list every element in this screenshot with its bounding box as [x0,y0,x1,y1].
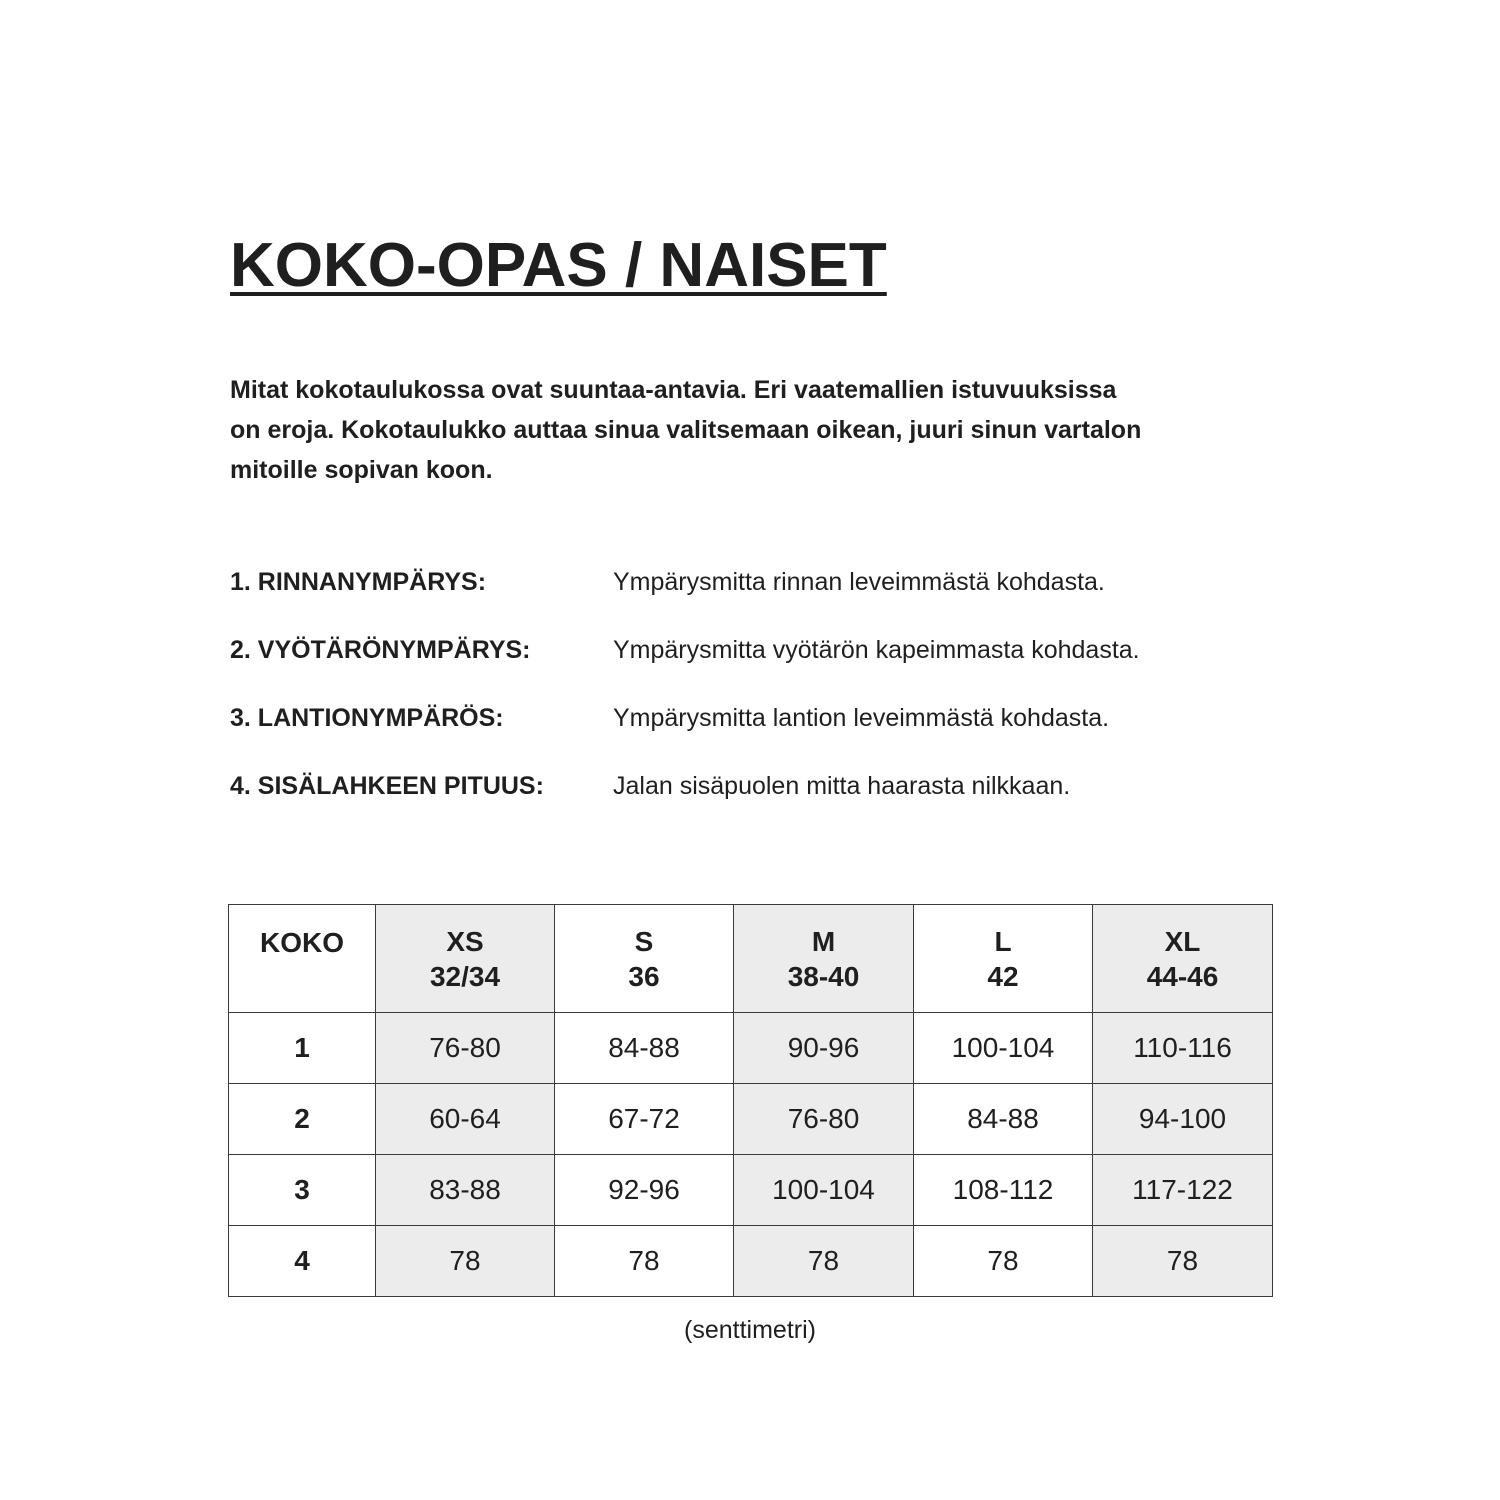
row-label: 3 [229,1155,376,1226]
eu-size-label: 44-46 [1146,960,1219,992]
size-label: XS [446,925,484,957]
table-cell: 84-88 [555,1013,734,1084]
table-cell: 60-64 [376,1084,555,1155]
table-cell: 92-96 [555,1155,734,1226]
definition-row-inseam [230,766,1290,834]
column-header-l [914,905,1093,1013]
row-label: 1 [229,1013,376,1084]
table-cell: 83-88 [376,1155,555,1226]
definition-row-waist [230,630,1290,698]
table-row [229,1013,1273,1084]
table-row [229,1155,1273,1226]
definition-term: 2. VYÖTÄRÖNYMPÄRYS: [230,636,531,664]
page-title: KOKO-OPAS / NAISET [230,231,887,300]
definition-term: 3. LANTIONYMPÄRÖS: [230,704,504,732]
column-header-s [555,905,734,1013]
column-header-m [734,905,914,1013]
table-cell: 90-96 [734,1013,914,1084]
column-header-xl [1093,905,1273,1013]
measurement-definitions [230,562,1290,834]
definition-description: Ympärysmitta lantion leveimmästä kohdasta. [613,704,1110,732]
intro-paragraph [230,370,1280,490]
size-label: XL [1164,925,1201,957]
table-cell: 117-122 [1093,1155,1273,1226]
table-cell: 108-112 [914,1155,1093,1226]
row-label: 2 [229,1084,376,1155]
table-cell: 78 [376,1226,555,1297]
definition-row-hip [230,698,1290,766]
eu-size-label: 42 [987,960,1019,992]
table-cell: 78 [1093,1226,1273,1297]
definition-description: Ympärysmitta rinnan leveimmästä kohdasta. [613,568,1105,596]
table-cell: 67-72 [555,1084,734,1155]
size-label: S [634,925,654,957]
table-cell: 78 [555,1226,734,1297]
definition-row-chest [230,562,1290,630]
eu-size-label: 36 [628,960,660,992]
unit-note: (senttimetri) [684,1316,816,1344]
intro-line: mitoille sopivan koon. [230,456,493,484]
definition-term: 4. SISÄLAHKEEN PITUUS: [230,772,544,800]
table-cell: 78 [914,1226,1093,1297]
table-row [229,1084,1273,1155]
table-header-row [229,905,1273,1013]
table-cell: 84-88 [914,1084,1093,1155]
eu-size-label: 38-40 [787,960,860,992]
definition-description: Ympärysmitta vyötärön kapeimmasta kohdasta. [613,636,1140,664]
size-label: M [811,925,836,957]
table-cell: 76-80 [376,1013,555,1084]
table-cell: 100-104 [734,1155,914,1226]
table-corner-header: KOKO [229,905,376,1013]
eu-size-label: 32/34 [429,960,501,992]
column-header-xs [376,905,555,1013]
intro-line: on eroja. Kokotaulukko auttaa sinua valitsemaan oikean, juuri sinun vartalon [230,416,1142,444]
table-cell: 78 [734,1226,914,1297]
definition-description: Jalan sisäpuolen mitta haarasta nilkkaan. [613,772,1071,800]
size-label: L [994,925,1012,957]
table-cell: 110-116 [1093,1013,1273,1084]
row-label: 4 [229,1226,376,1297]
intro-line: Mitat kokotaulukossa ovat suuntaa-antavia. Eri vaatemallien istuvuuksissa [230,376,1117,404]
table-cell: 76-80 [734,1084,914,1155]
table-cell: 94-100 [1093,1084,1273,1155]
table-cell: 100-104 [914,1013,1093,1084]
size-table [228,904,1273,1297]
definition-term: 1. RINNANYMPÄRYS: [230,568,487,596]
table-row [229,1226,1273,1297]
